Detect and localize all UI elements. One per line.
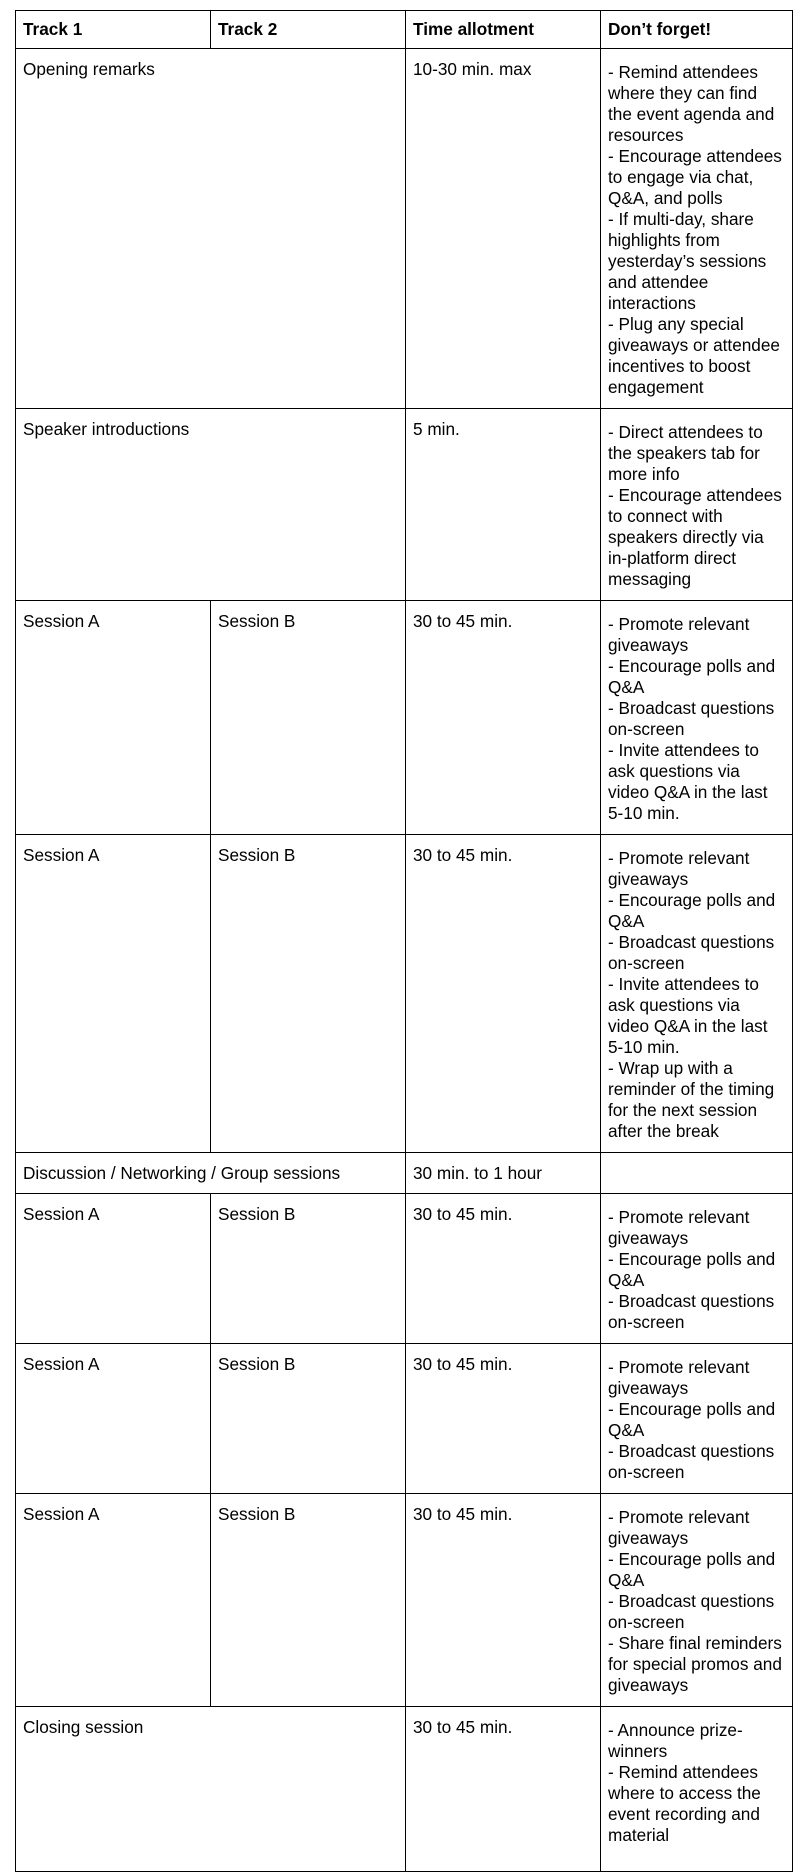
track-1-cell: Session A — [16, 1494, 211, 1707]
note-item: - Encourage polls and Q&A — [608, 656, 776, 697]
header-dont-forget: Don’t forget! — [601, 11, 793, 49]
notes-cell — [601, 1707, 793, 1872]
agenda-body — [16, 49, 793, 1872]
notes-cell — [601, 1344, 793, 1494]
table-row — [16, 1344, 793, 1494]
note-item: - Encourage polls and Q&A — [608, 1549, 776, 1590]
session-label-cell: Speaker introductions — [16, 409, 406, 601]
note-item: - Encourage attendees to engage via chat, Q&A, and polls — [608, 146, 782, 208]
track-1-cell: Session A — [16, 835, 211, 1153]
track-2-cell: Session B — [211, 1194, 406, 1344]
note-item: - Promote relevant giveaways — [608, 614, 750, 655]
table-row — [16, 49, 793, 409]
table-row — [16, 1194, 793, 1344]
note-item: - Announce prize-winners — [608, 1720, 743, 1761]
session-label-cell: Opening remarks — [16, 49, 406, 409]
note-item: - Plug any special giveaways or attendee incentives to boost engagement — [608, 314, 780, 397]
track-2-cell: Session B — [211, 1344, 406, 1494]
note-item: - Invite attendees to ask questions via video Q&A in the last 5-10 min. — [608, 974, 768, 1057]
notes-cell — [601, 409, 793, 601]
note-item: - Encourage attendees to connect with speakers directly via in-platform direct messaging — [608, 485, 782, 589]
note-item: - Remind attendees where they can find the event agenda and resources — [608, 62, 775, 145]
track-1-cell: Session A — [16, 1194, 211, 1344]
track-2-cell: Session B — [211, 601, 406, 835]
time-allotment-cell: 30 to 45 min. — [406, 601, 601, 835]
note-item: - Invite attendees to ask questions via video Q&A in the last 5-10 min. — [608, 740, 768, 823]
notes-cell — [601, 601, 793, 835]
time-allotment-cell: 5 min. — [406, 409, 601, 601]
note-item: - Share final reminders for special promos and giveaways — [608, 1633, 782, 1695]
table-row — [16, 1153, 793, 1194]
time-allotment-cell: 30 to 45 min. — [406, 1707, 601, 1872]
note-item: - Encourage polls and Q&A — [608, 1249, 776, 1290]
note-item: - Broadcast questions on-screen — [608, 1291, 775, 1332]
time-allotment-cell: 10-30 min. max — [406, 49, 601, 409]
note-item: - Broadcast questions on-screen — [608, 698, 775, 739]
note-item: - Encourage polls and Q&A — [608, 890, 776, 931]
notes-cell — [601, 835, 793, 1153]
track-2-cell: Session B — [211, 835, 406, 1153]
note-item: - Promote relevant giveaways — [608, 848, 750, 889]
notes-cell — [601, 1494, 793, 1707]
session-label-cell: Discussion / Networking / Group sessions — [16, 1153, 406, 1194]
time-allotment-cell: 30 to 45 min. — [406, 1494, 601, 1707]
note-item: - Broadcast questions on-screen — [608, 1591, 775, 1632]
session-label-cell: Closing session — [16, 1707, 406, 1872]
track-1-cell: Session A — [16, 1344, 211, 1494]
note-item: - Wrap up with a reminder of the timing for the next session after the break — [608, 1058, 775, 1141]
note-item: - Promote relevant giveaways — [608, 1507, 750, 1548]
header-track-2: Track 2 — [211, 11, 406, 49]
note-item: - Direct attendees to the speakers tab for more info — [608, 422, 763, 484]
table-row — [16, 601, 793, 835]
note-item: - Promote relevant giveaways — [608, 1207, 750, 1248]
note-item: - Remind attendees where to access the event recording and material — [608, 1762, 761, 1845]
time-allotment-cell: 30 to 45 min. — [406, 1344, 601, 1494]
notes-cell — [601, 1153, 793, 1194]
table-row — [16, 835, 793, 1153]
header-time-allotment: Time allotment — [406, 11, 601, 49]
note-item: - Promote relevant giveaways — [608, 1357, 750, 1398]
agenda-table — [15, 10, 793, 1872]
track-1-cell: Session A — [16, 601, 211, 835]
time-allotment-cell: 30 to 45 min. — [406, 835, 601, 1153]
header-row — [16, 11, 793, 49]
table-row — [16, 1494, 793, 1707]
time-allotment-cell: 30 to 45 min. — [406, 1194, 601, 1344]
header-track-1: Track 1 — [16, 11, 211, 49]
notes-cell — [601, 1194, 793, 1344]
track-2-cell: Session B — [211, 1494, 406, 1707]
table-row — [16, 409, 793, 601]
notes-cell — [601, 49, 793, 409]
note-item: - Broadcast questions on-screen — [608, 1441, 775, 1482]
note-item: - Broadcast questions on-screen — [608, 932, 775, 973]
table-row — [16, 1707, 793, 1872]
time-allotment-cell: 30 min. to 1 hour — [406, 1153, 601, 1194]
note-item: - Encourage polls and Q&A — [608, 1399, 776, 1440]
note-item: - If multi-day, share highlights from yesterday’s sessions and attendee interactions — [608, 209, 767, 313]
